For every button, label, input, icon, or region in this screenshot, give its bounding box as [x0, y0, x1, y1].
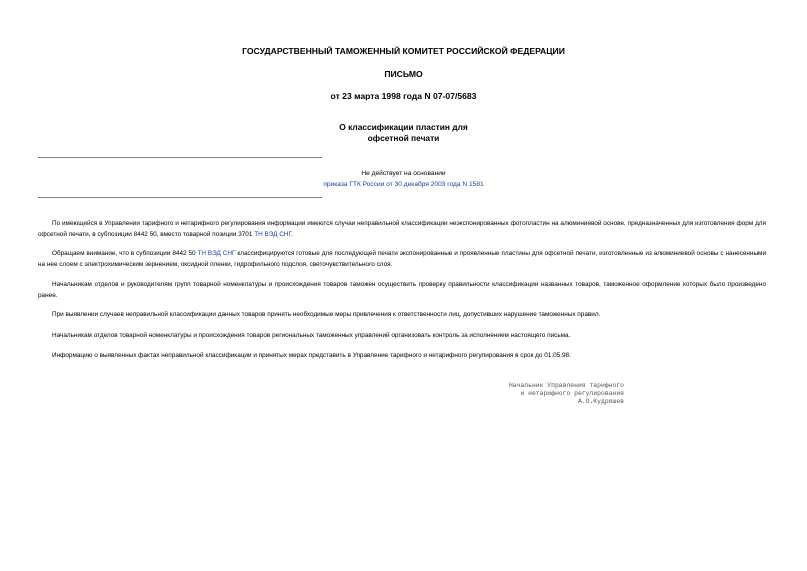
subject-line-1: О классификации пластин для: [339, 122, 468, 132]
tn-ved-link-2[interactable]: ТН ВЭД СНГ: [197, 250, 236, 257]
paragraph-2: [38, 249, 766, 270]
document-type: ПИСЬМО: [384, 69, 423, 79]
signature-name: А.О.Кудряшев: [577, 398, 624, 405]
paragraph-2-end: классифицируются готовые для последующей печати экспонированные и проявленные пластины для офсетной печати, изготовленные из алюминиевой основы с нанесенными на нее слоем с электрохимическим зернением, оксидной пленки, гидрофильного подслоя, светочувствительного слоя.: [38, 250, 767, 268]
issuing-authority: ГОСУДАРСТВЕННЫЙ ТАМОЖЕННЫЙ КОМИТЕТ РОССИЙСКОЙ ФЕДЕРАЦИИ: [242, 46, 565, 56]
signature-title-line-2: и нетарифного регулирования: [520, 390, 624, 397]
repeal-order-link[interactable]: приказа ГТК России от 30 декабря 2003 года N 1581: [323, 181, 484, 188]
paragraph-5: Начальникам отделов товарной номенклатуры и происхождения товаров региональных таможенных управлений организовать контроль за исполнением настоящего письма.: [52, 332, 571, 339]
document-date: от 23 марта 1998 года N 07-07/5683: [330, 91, 477, 101]
paragraph-6: Информацию о выявленных фактах неправильной классификации и принятых мерах представить в Управление тарифного и нетарифного регулирования в срок до 01.05.98.: [52, 352, 571, 359]
divider-top: [38, 157, 322, 158]
paragraph-3: Начальникам отделов и руководителям групп товарной номенклатуры и происхождения товаров таможен осуществить проверку правильности классификации названных товаров, таможенное оформление которых было произведено ранее.: [38, 281, 766, 299]
paragraph-1: [38, 219, 766, 240]
document-subject: [0, 122, 807, 144]
status-link-line: [250, 181, 557, 188]
signature-title-line-1: Начальник Управления тарифного: [508, 382, 624, 389]
tn-ved-link-1[interactable]: ТН ВЭД СНГ: [254, 230, 292, 238]
status-note: Не действует на основании: [361, 170, 446, 177]
paragraph-2-text: Обращаем внимание, что в субпозиции 8442 50: [52, 250, 198, 257]
paragraph-4: При выявлении случаев неправильной классификации данных товаров принять необходимые меры привлечения к ответственности лиц, допустивших нарушение таможенных правил.: [52, 311, 601, 318]
subject-line-2: офсетной печати: [367, 133, 440, 143]
paragraph-1-text: По имеющейся в Управлении тарифного и нетарифного регулирования информации имеются случаи неправильной классификации неэкспонированных фотопластин на алюминиевой основе, предназначенных для изготовления форм для офсетной печати, в субпозиции 8442 50, вместо товарной позиции 3701: [38, 220, 766, 238]
divider-bottom: [38, 197, 322, 198]
paragraph-1-end: .: [291, 230, 293, 238]
